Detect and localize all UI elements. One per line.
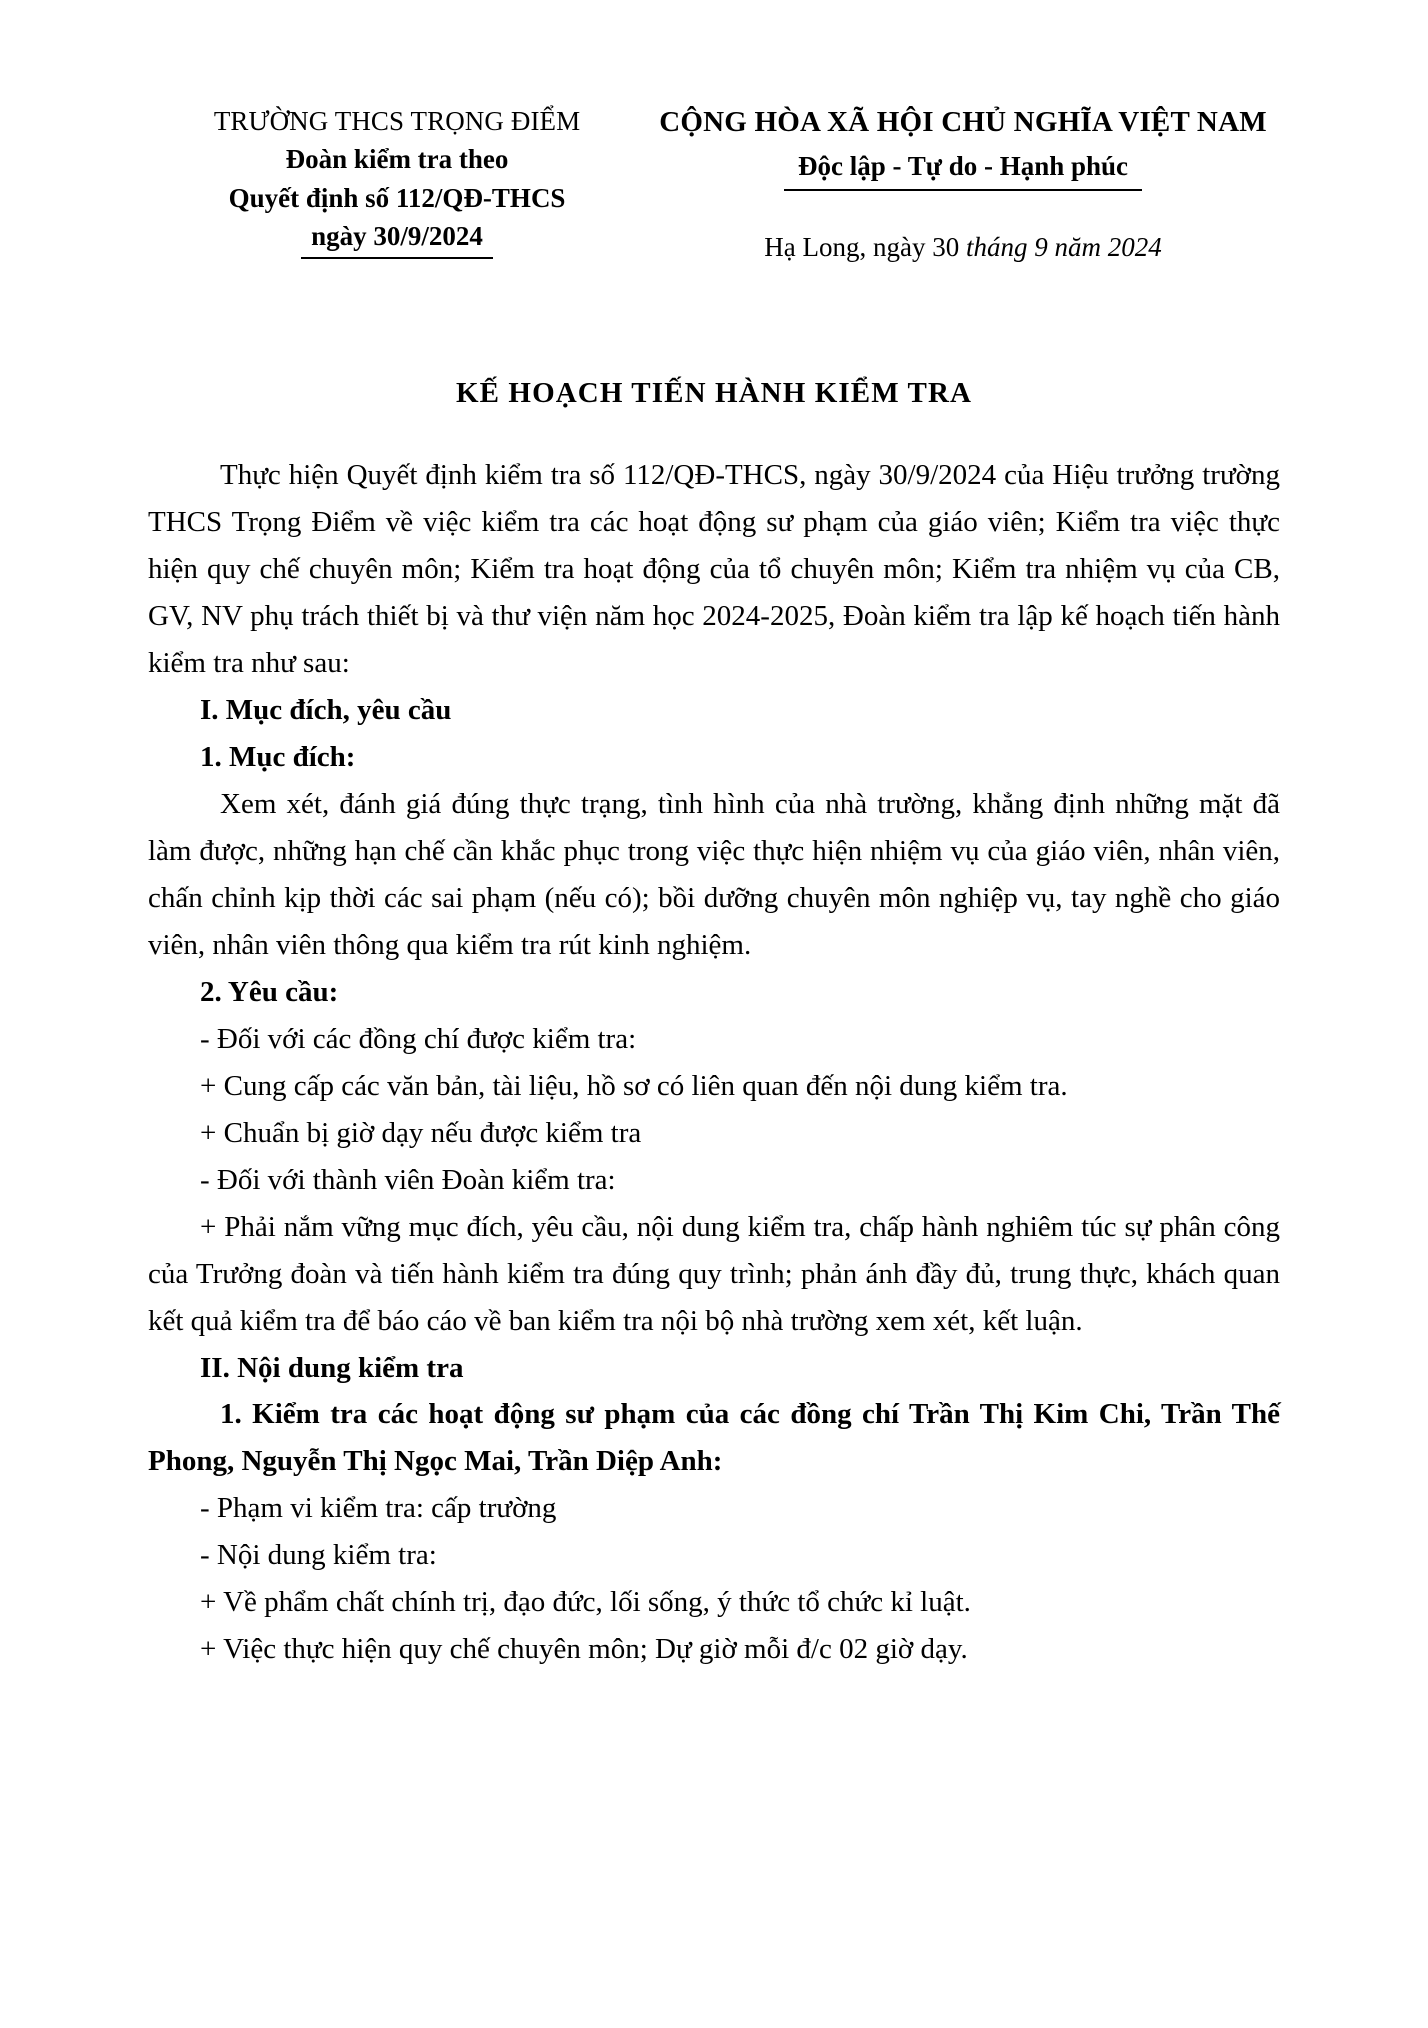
content-item-4: + Việc thực hiện quy chế chuyên môn; Dự giờ mỗi đ/c 02 giờ dạy. <box>200 1633 968 1666</box>
inspection-team-label: Đoàn kiểm tra theo <box>285 144 509 175</box>
requirement-item-2: + Cung cấp các văn bản, tài liệu, hồ sơ có liên quan đến nội dung kiểm tra. <box>200 1069 1068 1102</box>
content-item-2: - Nội dung kiểm tra: <box>200 1539 437 1572</box>
section-heading-ii: II. Nội dung kiểm tra <box>200 1351 464 1384</box>
subsection-heading-inspection-targets: 1. Kiểm tra các hoạt động sư phạm của các đồng chí Trần Thị Kim Chi, Trần Thế Phong, Nguyễn Thị Ngọc Mai, Trần Diệp Anh: <box>148 1398 1280 1478</box>
national-title: CỘNG HÒA XÃ HỘI CHỦ NGHĨA VIỆT NAM <box>659 106 1267 138</box>
content-item-3: + Về phẩm chất chính trị, đạo đức, lối sống, ý thức tổ chức kỉ luật. <box>200 1586 971 1619</box>
purpose-paragraph: Xem xét, đánh giá đúng thực trạng, tình hình của nhà trường, khẳng định những mặt đã làm được, những hạn chế cần khắc phục trong việc thực hiện nhiệm vụ của giáo viên, nhân viên, chấn chỉnh kịp thời các sai phạm (nếu có); bồi dưỡng chuyên môn nghiệp vụ, tay nghề cho giáo viên, nhân viên thông qua kiểm tra rút kinh nghiệm. <box>148 787 1280 961</box>
requirement-item-4: - Đối với thành viên Đoàn kiểm tra: <box>200 1163 616 1196</box>
requirement-item-3: + Chuẩn bị giờ dạy nếu được kiểm tra <box>200 1116 642 1149</box>
issuing-organization-block <box>148 100 646 259</box>
document-header <box>148 100 1280 267</box>
subsection-heading-1-purpose: 1. Mục đích: <box>200 740 356 773</box>
decision-number: Quyết định số 112/QĐ-THCS <box>228 182 566 213</box>
national-heading-block <box>646 100 1280 267</box>
requirement-item-1: - Đối với các đồng chí được kiểm tra: <box>200 1022 637 1055</box>
place-and-date <box>646 229 1280 267</box>
intro-paragraph: Thực hiện Quyết định kiểm tra số 112/QĐ-THCS, ngày 30/9/2024 của Hiệu trưởng trường THCS Trọng Điểm về việc kiểm tra các hoạt động sư phạm của giáo viên; Kiểm tra việc thực hiện quy chế chuyên môn; Kiểm tra hoạt động của tổ chuyên môn; Kiểm tra nhiệm vụ của CB, GV, NV phụ trách thiết bị và thư viện năm học 2024-2025, Đoàn kiểm tra lập kế hoạch tiến hành kiểm tra như sau: <box>148 459 1280 679</box>
place-date-prefix: Hạ Long, ngày 30 <box>764 232 967 263</box>
page-title: KẾ HOẠCH TIẾN HÀNH KIỂM TRA <box>455 377 973 410</box>
requirement-item-5: + Phải nắm vững mục đích, yêu cầu, nội dung kiểm tra, chấp hành nghiêm túc sự phân công của Trưởng đoàn và tiến hành kiểm tra đúng quy trình; phản ánh đầy đủ, trung thực, khách quan kết quả kiểm tra để báo cáo về ban kiểm tra nội bộ nhà trường xem xét, kết luận. <box>148 1210 1280 1337</box>
document-body <box>148 452 1280 1673</box>
national-motto: Độc lập - Tự do - Hạnh phúc <box>784 147 1142 191</box>
place-date-month-year: tháng 9 năm 2024 <box>966 232 1162 263</box>
subsection-heading-2-requirements: 2. Yêu cầu: <box>200 975 339 1008</box>
section-heading-i: I. Mục đích, yêu cầu <box>200 693 452 726</box>
school-name: TRƯỜNG THCS TRỌNG ĐIỂM <box>213 106 581 136</box>
decision-date: ngày 30/9/2024 <box>301 217 493 259</box>
content-item-1: - Phạm vi kiểm tra: cấp trường <box>200 1492 557 1525</box>
